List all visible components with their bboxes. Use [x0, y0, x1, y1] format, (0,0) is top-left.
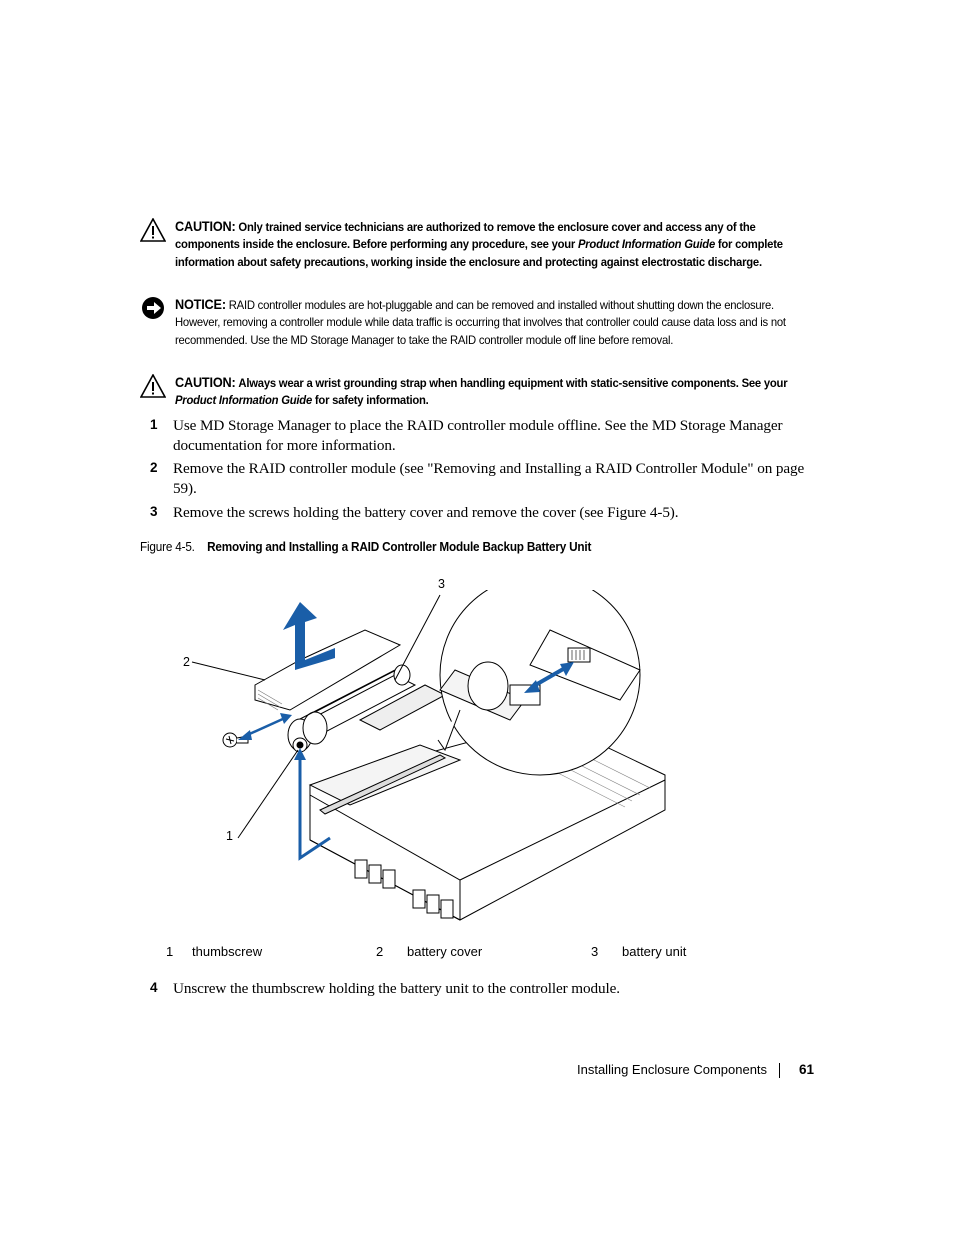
caution-body: Always wear a wrist grounding strap when handling equipment with static-sensitive components. See your [238, 376, 788, 390]
legend-number: 2 [376, 944, 384, 959]
step-text: Remove the screws holding the battery cover and remove the cover (see Figure 4-5). [173, 504, 679, 521]
legend-label: battery cover [407, 944, 483, 959]
step-2 [150, 459, 818, 499]
figure-caption [140, 540, 591, 554]
guide-title: Product Information Guide [175, 393, 313, 408]
caution-text [175, 374, 814, 410]
legend-label: thumbscrew [192, 944, 263, 959]
step-text: Unscrew the thumbscrew holding the battery unit to the controller module. [173, 980, 620, 997]
callout-2: 2 [183, 655, 190, 669]
guide-title: Product Information Guide [577, 237, 715, 252]
step-3 [150, 503, 818, 523]
legend-number: 1 [166, 944, 174, 959]
notice-label: NOTICE: [175, 297, 226, 312]
legend-number: 3 [591, 944, 599, 959]
callout-1: 1 [226, 829, 233, 843]
figure-title: Removing and Installing a RAID Controller Module Backup Battery Unit [207, 540, 592, 554]
notice-text [175, 296, 814, 349]
footer-divider [779, 1063, 780, 1078]
caution-label: CAUTION: [175, 375, 236, 390]
step-number: 4 [150, 980, 158, 995]
step-text: Remove the RAID controller module (see "Removing and Installing a RAID Controller Module" on page 59). [173, 460, 805, 497]
caution-triangle-icon [140, 218, 166, 242]
caution-label: CAUTION: [175, 219, 236, 234]
step-4 [150, 979, 818, 999]
notice-block [140, 296, 816, 349]
legend-label: battery unit [622, 944, 687, 959]
notice-body: RAID controller modules are hot-pluggable and can be removed and installed without shutting down the enclosure. However, removing a controller module while data traffic is occurring that involves that controller could cause data loss and is not recommended. Use the MD Storage Manager to take the RAID controller module off line before removal. [175, 298, 786, 347]
step-number: 3 [150, 504, 158, 519]
caution-body: Only trained service technicians are authorized to remove the enclosure cover and access any of the components inside the enclosure. Before performing any procedure, see your [175, 220, 756, 252]
step-number: 1 [150, 417, 158, 432]
step-1 [150, 416, 818, 456]
figure-number: Figure 4-5. [140, 540, 195, 554]
footer-section-title: Installing Enclosure Components [577, 1062, 768, 1077]
caution-body-end: for complete information about safety precautions, working inside the enclosure and protecting against electrostatic discharge. [175, 237, 783, 269]
notice-hand-icon [140, 296, 166, 320]
caution-block-1 [140, 218, 816, 271]
caution-body-end: for safety information. [312, 393, 429, 408]
caution-triangle-icon [140, 374, 166, 398]
caution-text [175, 218, 814, 271]
callout-3: 3 [438, 577, 445, 591]
step-text: Use MD Storage Manager to place the RAID controller module offline. See the MD Storage Manager documentation for more information. [173, 417, 783, 454]
caution-block-2 [140, 374, 816, 410]
step-number: 2 [150, 460, 158, 475]
battery-unit-illustration [170, 590, 670, 930]
page-number: 61 [799, 1062, 815, 1077]
